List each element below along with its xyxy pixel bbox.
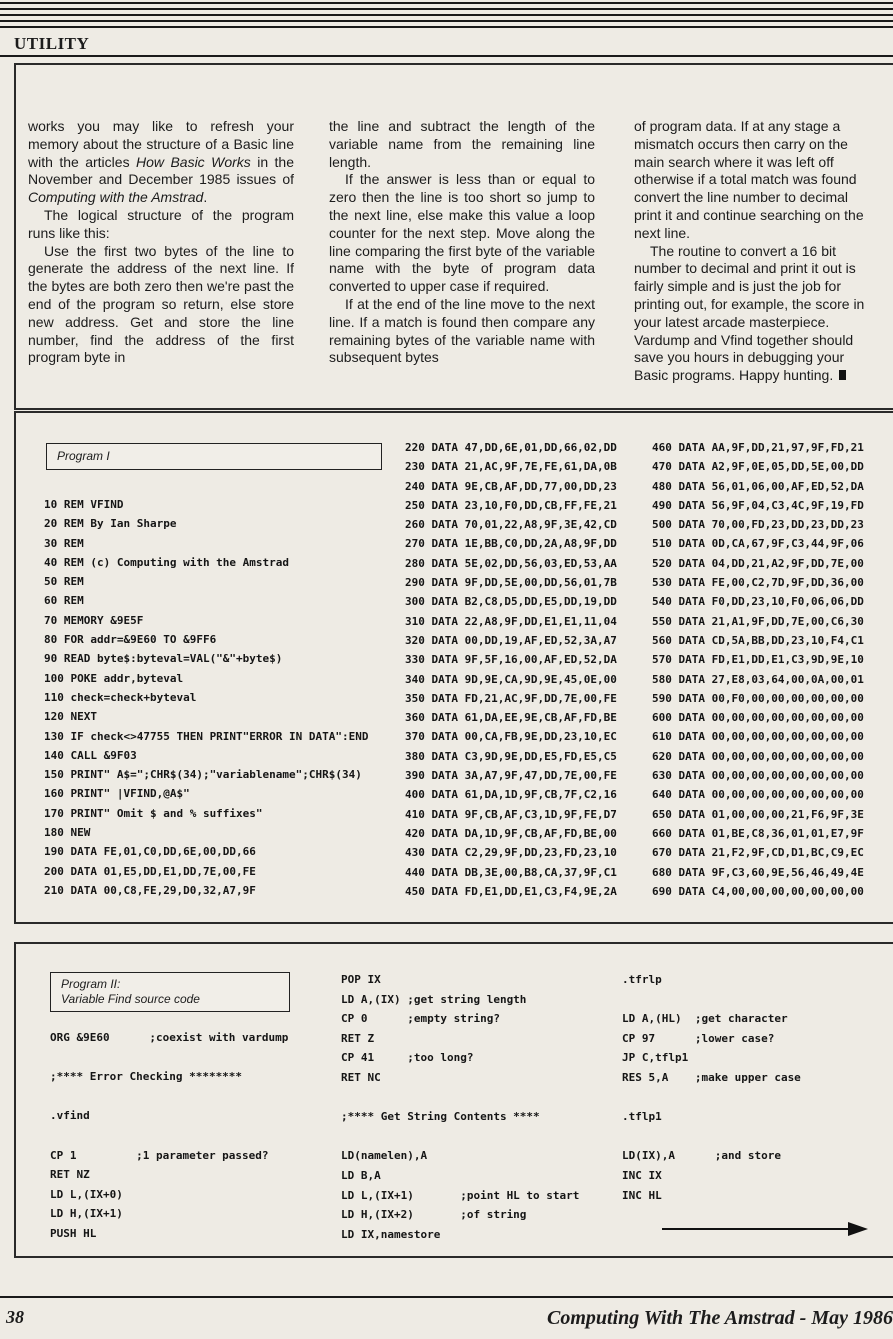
header-rule [0, 20, 893, 22]
code-line: 690 DATA C4,00,00,00,00,00,00,00 [652, 884, 864, 898]
code-line: 660 DATA 01,BE,C8,36,01,01,E7,9F [652, 826, 864, 840]
continued-arrow-icon [662, 1222, 868, 1236]
code-line: 330 DATA 9F,5F,16,00,AF,ED,52,DA [405, 653, 617, 667]
code-line: 300 DATA B2,C8,D5,DD,E5,DD,19,DD [405, 595, 617, 609]
code-line [622, 1088, 801, 1108]
text-run: . [203, 189, 208, 206]
code-line: POP IX [341, 973, 381, 986]
code-line: 40 REM (c) Computing with the Amstrad [44, 555, 290, 569]
code-line: 680 DATA 9F,C3,60,9E,56,46,49,4E [652, 865, 864, 879]
article-column-3 [634, 118, 893, 385]
code-line: PUSH HL [50, 1226, 97, 1240]
article-line: your latest arcade masterpiece. [634, 313, 830, 330]
code-line: 420 DATA DA,1D,9F,CB,AF,FD,BE,00 [405, 826, 617, 840]
code-line: 460 DATA AA,9F,DD,21,97,9F,FD,21 [652, 441, 864, 454]
code-line: INC HL [622, 1188, 662, 1202]
code-line: CP 97 ;lower case? [622, 1031, 775, 1045]
code-line: 120 NEXT [44, 710, 97, 724]
code-line: 340 DATA 9D,9E,CA,9D,9E,45,0E,00 [405, 672, 617, 686]
code-line: CP 1 ;1 parameter passed? [50, 1148, 269, 1162]
code-line: 60 REM [44, 594, 84, 608]
code-line: 500 DATA 70,00,FD,23,DD,23,DD,23 [652, 518, 864, 532]
code-line: 630 DATA 00,00,00,00,00,00,00,00 [652, 769, 864, 783]
italic-title: Computing with the Amstrad [28, 189, 204, 206]
code-line: 370 DATA 00,CA,FB,9E,DD,23,10,EC [405, 730, 617, 744]
code-line: LD(namelen),A [341, 1149, 428, 1163]
code-line: LD IX,namestore [341, 1227, 441, 1241]
code-line: LD H,(IX+1) [50, 1207, 123, 1221]
code-line [341, 1127, 579, 1147]
code-line: RES 5,A ;make upper case [622, 1070, 801, 1084]
article-paragraph [634, 118, 893, 243]
code-line [50, 1048, 288, 1068]
code-line: 640 DATA 00,00,00,00,00,00,00,00 [652, 788, 864, 802]
code-line: 270 DATA 1E,BB,C0,DD,2A,A8,9F,DD [405, 537, 617, 551]
code-line: 130 IF check<>47755 THEN PRINT"ERROR IN DATA":END [44, 729, 369, 743]
italic-title: How Basic Works [136, 153, 251, 170]
code-line: 230 DATA 21,AC,9F,7E,FE,61,DA,0B [405, 460, 617, 474]
code-line: LD L,(IX+0) [50, 1187, 123, 1201]
code-line [341, 1088, 579, 1108]
article-paragraph: If at the end of the line move to the next line. If a match is found then compare any remaining bytes of the variable name with subsequent bytes [329, 295, 595, 366]
code-line: RET NZ [50, 1168, 90, 1182]
code-line: 30 REM [44, 536, 84, 550]
code-line: 320 DATA 00,DD,19,AF,ED,52,3A,A7 [405, 633, 617, 647]
article-paragraph: the line and subtract the length of the variable name from the remaining line length. [329, 118, 595, 170]
code-line: JP C,tflp1 [622, 1051, 689, 1065]
code-line: CP 41 ;too long? [341, 1051, 474, 1065]
header-rule [0, 8, 893, 10]
program-2-source-column-1 [50, 1028, 288, 1244]
article-paragraph [634, 243, 893, 385]
text-run: works you may like to refresh your memory about the structure of a Basic line with the articles [28, 118, 294, 170]
code-line [50, 1126, 288, 1146]
code-line: 590 DATA 00,F0,00,00,00,00,00,00 [652, 691, 864, 705]
article-line: convert the line number to decimal [634, 189, 848, 206]
code-line: 180 NEW [44, 826, 91, 840]
section-title: UTILITY [14, 34, 90, 53]
code-line: 350 DATA FD,21,AC,9F,DD,7E,00,FE [405, 691, 617, 705]
program-2-label-title: Program II: [61, 977, 121, 991]
text-run: in the November and December 1985 issues of [28, 153, 294, 188]
code-line: ;**** Error Checking ******** [50, 1070, 243, 1084]
article-line: of program data. If at any stage a [634, 118, 841, 134]
code-line: RET NC [341, 1070, 381, 1084]
code-line: 600 DATA 00,00,00,00,00,00,00,00 [652, 711, 864, 725]
code-line: ;**** Get String Contents **** [341, 1110, 540, 1124]
article-line: Vardump and Vfind together should [634, 331, 854, 348]
code-line: 430 DATA C2,29,9F,DD,23,FD,23,10 [405, 846, 617, 860]
code-line: 400 DATA 61,DA,1D,9F,CB,7F,C2,16 [405, 788, 617, 802]
code-line: 520 DATA 04,DD,21,A2,9F,DD,7E,00 [652, 556, 864, 570]
article-paragraph [28, 243, 294, 368]
article-column-2 [329, 118, 595, 367]
article-column-1 [28, 118, 294, 367]
code-line: .tflp1 [622, 1110, 662, 1124]
program-2-source-column-2 [341, 970, 579, 1244]
article-line: fairly simple and is just the job for [634, 278, 841, 295]
code-line [622, 990, 801, 1010]
code-line [50, 1087, 288, 1107]
header-rule [0, 2, 893, 4]
code-line: 540 DATA F0,DD,23,10,F0,06,06,DD [652, 595, 864, 609]
article-paragraph [28, 118, 294, 207]
code-line [622, 1127, 801, 1147]
code-line: 260 DATA 70,01,22,A8,9F,3E,42,CD [405, 518, 617, 532]
code-line: 580 DATA 27,E8,03,64,00,0A,00,01 [652, 672, 864, 686]
code-line: 80 FOR addr=&9E60 TO &9FF6 [44, 633, 217, 647]
code-line: 170 PRINT" Omit $ and % suffixes" [44, 806, 263, 820]
text-run: Use the first two bytes of the line to generate the address of the next line. If the bytes are both zero then we're past the end of the program so return, else store new address. Get and store the line number, find the address of the first program byte in [28, 242, 294, 366]
code-line: 620 DATA 00,00,00,00,00,00,00,00 [652, 749, 864, 763]
code-line: 210 DATA 00,C8,FE,29,D0,32,A7,9F [44, 883, 256, 897]
code-line: 390 DATA 3A,A7,9F,47,DD,7E,00,FE [405, 769, 617, 783]
program-1-data-column-2 [405, 438, 617, 901]
code-line: CP 0 ;empty string? [341, 1012, 500, 1026]
code-line: 110 check=check+byteval [44, 690, 197, 704]
article-paragraph: If the answer is less than or equal to zero then the line is too short so jump to the next line, else make this value a loop counter for the next step. Move along the line comparing the first byte of the variable name with the byte of program data converted to upper case if required. [329, 171, 595, 295]
code-line: 610 DATA 00,00,00,00,00,00,00,00 [652, 730, 864, 744]
code-line: 550 DATA 21,A1,9F,DD,7E,00,C6,30 [652, 614, 864, 628]
code-line: 100 POKE addr,byteval [44, 671, 184, 685]
code-line: 570 DATA FD,E1,DD,E1,C3,9D,9E,10 [652, 653, 864, 667]
code-line: 510 DATA 0D,CA,67,9F,C3,44,9F,06 [652, 537, 864, 551]
code-line: 310 DATA 22,A8,9F,DD,E1,E1,11,04 [405, 614, 617, 628]
code-line: 360 DATA 61,DA,EE,9E,CB,AF,FD,BE [405, 711, 617, 725]
code-line: 530 DATA FE,00,C2,7D,9F,DD,36,00 [652, 576, 864, 590]
code-line: 140 CALL &9F03 [44, 748, 137, 762]
code-line: .vfind [50, 1109, 90, 1123]
end-of-article-mark [839, 370, 846, 380]
code-line: 290 DATA 9F,DD,5E,00,DD,56,01,7B [405, 576, 617, 590]
article-paragraph [28, 207, 294, 243]
header-rule [0, 14, 893, 16]
title-rule [0, 55, 893, 57]
code-line: 240 DATA 9E,CB,AF,DD,77,00,DD,23 [405, 479, 617, 493]
article-line: main search where it was left off [634, 153, 834, 170]
code-line: 250 DATA 23,10,F0,DD,CB,FF,FE,21 [405, 498, 617, 512]
code-line: .tfrlp [622, 973, 662, 986]
program-2-label [50, 972, 290, 1012]
program-1-data-column-3 [652, 438, 864, 901]
code-line: LD A,(IX) ;get string length [341, 992, 527, 1006]
code-line: 70 MEMORY &9E5F [44, 613, 144, 627]
code-line: RET Z [341, 1031, 375, 1045]
article-line: printing out, for example, the score in [634, 295, 865, 312]
article-line: save you hours in debugging your [634, 349, 845, 366]
code-line: ORG &9E60 ;coexist with vardump [50, 1031, 289, 1044]
code-line: 490 DATA 56,9F,04,C3,4C,9F,19,FD [652, 498, 864, 512]
code-line: 440 DATA DB,3E,00,B8,CA,37,9F,C1 [405, 865, 617, 879]
code-line: 220 DATA 47,DD,6E,01,DD,66,02,DD [405, 441, 617, 454]
code-line: 450 DATA FD,E1,DD,E1,C3,F4,9E,2A [405, 884, 617, 898]
code-line: 200 DATA 01,E5,DD,E1,DD,7E,00,FE [44, 864, 256, 878]
code-line: 650 DATA 01,00,00,00,21,F6,9F,3E [652, 807, 864, 821]
code-line: LD L,(IX+1) ;point HL to start [341, 1188, 580, 1202]
code-line: INC IX [622, 1168, 662, 1182]
code-line: 280 DATA 5E,02,DD,56,03,ED,53,AA [405, 556, 617, 570]
article-line: otherwise if a total match was found [634, 171, 857, 188]
code-line: 380 DATA C3,9D,9E,DD,E5,FD,E5,C5 [405, 749, 617, 763]
header-rule [0, 26, 893, 28]
code-line: 90 READ byte$:byteval=VAL("&"+byte$) [44, 652, 283, 666]
program-2-source-column-3 [622, 970, 801, 1205]
article-line: The routine to convert a 16 bit [650, 242, 836, 259]
code-line: 20 REM By Ian Sharpe [44, 517, 177, 531]
code-line: LD H,(IX+2) ;of string [341, 1208, 527, 1222]
article-line: mismatch occurs then carry on the [634, 135, 848, 152]
code-line: 150 PRINT" A$=";CHR$(34);"variablename";CHR$(34) [44, 768, 362, 782]
magazine-title: Computing With The Amstrad - May 1986 [547, 1307, 893, 1329]
code-line: 10 REM VFIND [44, 498, 124, 511]
code-line: 470 DATA A2,9F,0E,05,DD,5E,00,DD [652, 460, 864, 474]
article-line: print it and continue searching on the [634, 206, 864, 223]
program-1-basic-listing [44, 495, 369, 900]
article-line: number to decimal and print it out is [634, 260, 856, 277]
program-2-label-subtitle: Variable Find source code [61, 992, 200, 1006]
code-line: 190 DATA FE,01,C0,DD,6E,00,DD,66 [44, 845, 256, 859]
article-line: Basic programs. Happy hunting. [634, 367, 893, 385]
article-line: next line. [634, 224, 691, 241]
program-1-label: Program I [46, 443, 382, 470]
code-line: 160 PRINT" |VFIND,@A$" [44, 787, 190, 801]
footer-rule [0, 1296, 893, 1298]
page-number: 38 [6, 1307, 24, 1327]
code-line: 560 DATA CD,5A,BB,DD,23,10,F4,C1 [652, 633, 864, 647]
code-line: LD B,A [341, 1168, 381, 1182]
code-line: LD(IX),A ;and store [622, 1149, 781, 1163]
code-line: 50 REM [44, 575, 84, 589]
code-line: LD A,(HL) ;get character [622, 1012, 788, 1026]
code-line: 480 DATA 56,01,06,00,AF,ED,52,DA [652, 479, 864, 493]
code-line: 670 DATA 21,F2,9F,CD,D1,BC,C9,EC [652, 846, 864, 860]
code-line: 410 DATA 9F,CB,AF,C3,1D,9F,FE,D7 [405, 807, 617, 821]
text-run: The logical structure of the program runs like this: [28, 206, 294, 241]
